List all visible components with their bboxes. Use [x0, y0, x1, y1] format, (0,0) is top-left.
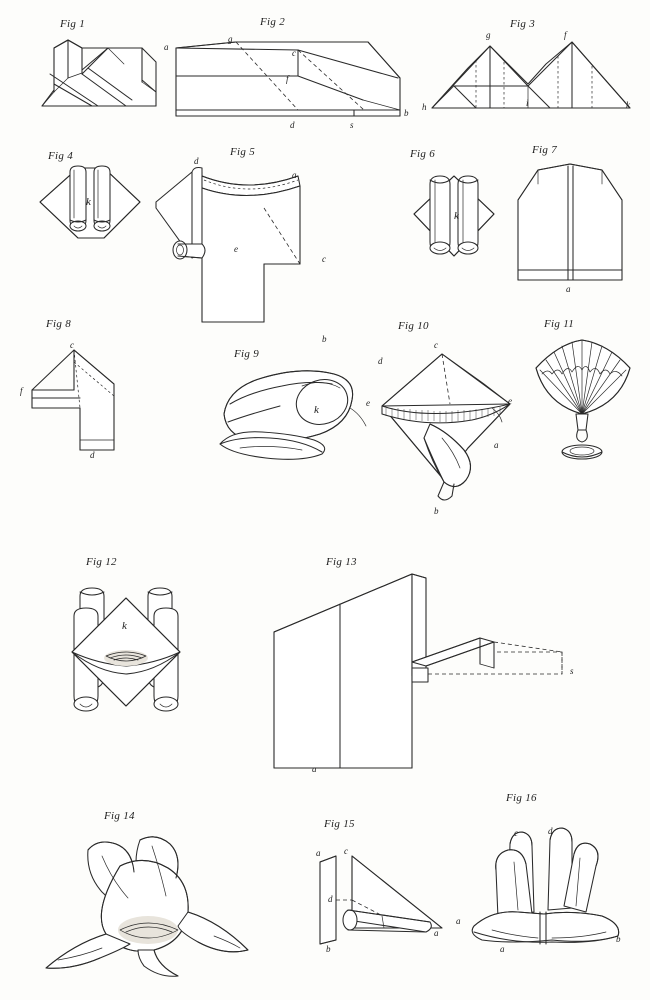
figure-fig12 [52, 556, 202, 746]
point-label-b: b [434, 506, 439, 516]
point-label-f: f [20, 386, 23, 396]
figure-label: Fig 5 [230, 146, 256, 158]
point-label-k: k [626, 100, 630, 110]
point-label-c: c [322, 254, 326, 264]
figure-label: Fig 7 [532, 144, 558, 156]
figure-label: Fig 4 [48, 150, 74, 162]
figure-fig6 [400, 148, 510, 278]
point-label-d: d [90, 450, 95, 460]
figure-label: Fig 15 [324, 818, 355, 830]
point-label-s: s [350, 120, 354, 130]
figure-drawing [22, 318, 152, 468]
point-label-d: d [378, 356, 383, 366]
figure-fig10 [366, 320, 532, 520]
figure-fig16 [452, 792, 632, 972]
point-label-e1: e [366, 398, 370, 408]
figure-fig13 [262, 556, 592, 786]
point-label-a: a [316, 848, 321, 858]
point-label-a: a [494, 440, 499, 450]
point-label-k: k [454, 210, 459, 222]
figure-label: Fig 6 [410, 148, 436, 160]
point-label-s: s [570, 666, 574, 676]
point-label-f: f [286, 74, 289, 84]
figure-drawing [262, 556, 592, 786]
figure-label: Fig 10 [398, 320, 429, 332]
figure-drawing [148, 146, 348, 351]
figure-label: Fig 3 [510, 18, 536, 30]
figure-fig5 [148, 146, 348, 351]
point-label-b: b [404, 108, 409, 118]
point-label-h: h [422, 102, 427, 112]
figure-label: Fig 14 [104, 810, 135, 822]
point-label-g: g [228, 34, 233, 44]
figure-drawing [528, 318, 638, 468]
point-label-d: d [548, 826, 553, 836]
figure-drawing [372, 320, 532, 520]
point-label-a2: a [500, 944, 505, 954]
figure-label: Fig 9 [234, 348, 260, 360]
figure-drawing [168, 16, 418, 136]
figure-drawing [28, 810, 268, 980]
figure-fig3 [424, 16, 639, 121]
figure-drawing [452, 792, 632, 972]
figure-label: Fig 2 [260, 16, 286, 28]
point-label-b: b [616, 934, 621, 944]
point-label-k: k [86, 196, 91, 208]
figure-drawing [210, 348, 370, 468]
figure-drawing [510, 144, 635, 299]
figure-drawing [424, 16, 639, 121]
point-label-f: f [564, 30, 567, 40]
point-label-k: k [122, 620, 127, 632]
figure-label: Fig 8 [46, 318, 72, 330]
figure-fig1 [38, 18, 168, 113]
point-label-d: d [290, 120, 295, 130]
figure-fig11 [528, 318, 638, 468]
figure-fig9 [210, 348, 370, 468]
point-label-a1: a [456, 916, 461, 926]
point-label-k: k [314, 404, 319, 416]
figure-fig7 [510, 144, 635, 299]
figure-drawing [52, 556, 202, 746]
point-label-a: a [292, 170, 297, 180]
point-label-a2: a [434, 928, 439, 938]
point-label-i: i [526, 98, 529, 108]
point-label-b: b [322, 334, 327, 344]
point-label-c: c [344, 846, 348, 856]
point-label-e2: e [508, 396, 512, 406]
point-label-c: c [70, 340, 74, 350]
point-label-b: b [326, 944, 331, 954]
figure-fig14 [28, 810, 268, 980]
figure-fig2 [164, 16, 418, 136]
point-label-e: e [234, 244, 238, 254]
figure-label: Fig 16 [506, 792, 537, 804]
point-label-c: c [514, 828, 518, 838]
figure-fig8 [22, 318, 152, 468]
point-label-a: a [164, 42, 169, 52]
point-label-a: a [566, 284, 571, 294]
figure-label: Fig 11 [544, 318, 575, 330]
point-label-d: d [328, 894, 333, 904]
figure-fig4 [30, 150, 150, 260]
point-label-c: c [292, 48, 296, 58]
figure-fig15 [302, 818, 462, 963]
point-label-c: c [434, 340, 438, 350]
figure-label: Fig 13 [326, 556, 357, 568]
figure-label: Fig 1 [60, 18, 86, 30]
figure-drawing [38, 18, 168, 113]
point-label-a: a [312, 764, 317, 774]
figure-drawing [302, 818, 462, 963]
point-label-g: g [486, 30, 491, 40]
figure-label: Fig 12 [86, 556, 117, 568]
point-label-d: d [194, 156, 199, 166]
